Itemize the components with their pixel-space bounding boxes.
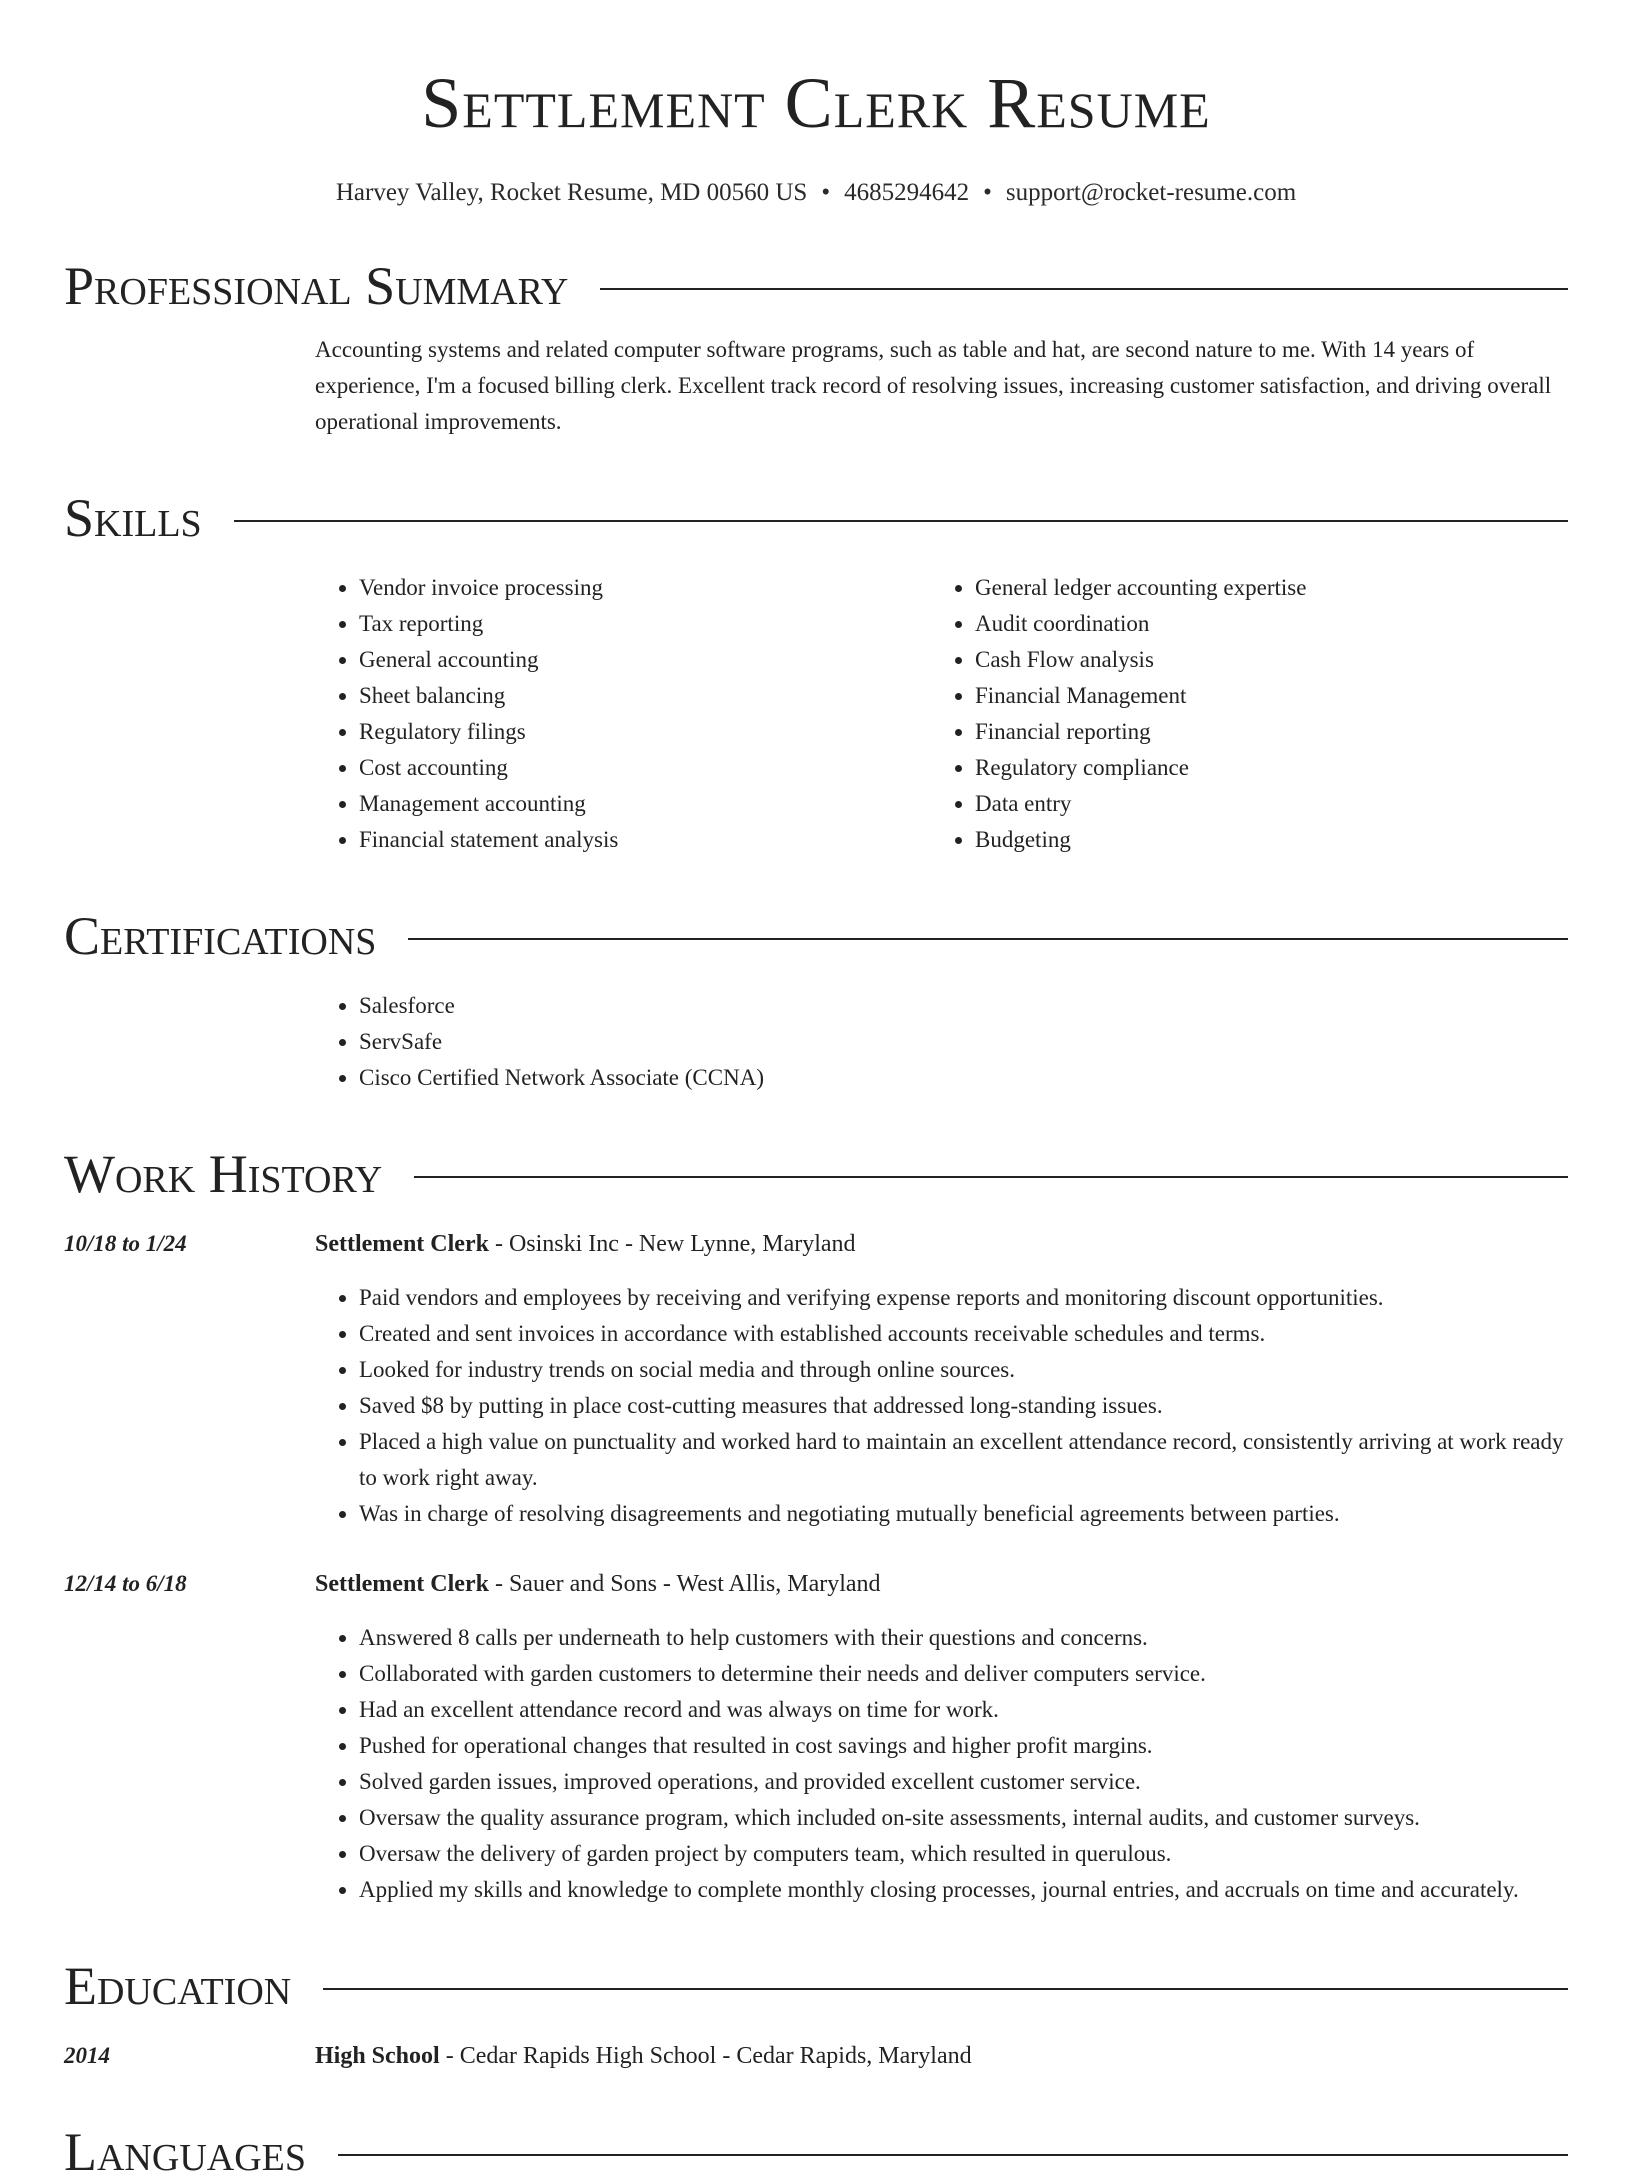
skill-item: • Data entry <box>975 786 1547 822</box>
work-heading: Work History <box>64 1144 383 1204</box>
certifications-heading: Certifications <box>64 906 377 966</box>
education-entry <box>64 2038 1568 2074</box>
job-dates: 12/14 to 6/18 <box>64 1571 187 1596</box>
job-bullet: • Created and sent invoices in accordance with established accounts receivable schedules and terms. <box>359 1316 1568 1352</box>
job-bullet: • Oversaw the delivery of garden project by computers team, which resulted in querulous. <box>359 1836 1568 1872</box>
job-bullets <box>315 1620 1568 1908</box>
skills-heading: Skills <box>64 488 202 548</box>
languages-heading: Languages <box>64 2122 306 2182</box>
contact-email: support@rocket-resume.com <box>1005 179 1297 206</box>
job-bullet: • Placed a high value on punctuality and worked hard to maintain an excellent attendance record, consistently arriving at work ready to work right away. <box>359 1424 1568 1496</box>
section-divider <box>338 2154 1568 2156</box>
job-bullet: • Answered 8 calls per underneath to help customers with their questions and concerns. <box>359 1620 1568 1656</box>
job-bullet: • Applied my skills and knowledge to complete monthly closing processes, journal entries, and accruals on time and accurately. <box>359 1872 1568 1908</box>
job-bullet: • Looked for industry trends on social media and through online sources. <box>359 1352 1568 1388</box>
job-bullets <box>315 1280 1568 1532</box>
skill-item: • Sheet balancing <box>359 678 931 714</box>
certifications-section-header <box>64 906 1568 966</box>
job-bullet: • Saved $8 by putting in place cost-cutting measures that addressed long-standing issues. <box>359 1388 1568 1424</box>
job-entry <box>64 1566 1568 1908</box>
skill-item: • Budgeting <box>975 822 1547 858</box>
skills-section-header <box>64 488 1568 548</box>
section-divider <box>408 938 1568 940</box>
skill-item: • Financial Management <box>975 678 1547 714</box>
resume-title: Settlement Clerk Resume <box>421 63 1211 143</box>
job-title: Settlement Clerk <box>315 1571 489 1597</box>
section-divider <box>234 520 1568 522</box>
job-bullet: • Had an excellent attendance record and was always on time for work. <box>359 1692 1568 1728</box>
job-bullet: • Collaborated with garden customers to determine their needs and deliver computers service. <box>359 1656 1568 1692</box>
skill-item: • Management accounting <box>359 786 931 822</box>
skills-list-left <box>315 570 931 858</box>
skill-item: • Cash Flow analysis <box>975 642 1547 678</box>
contact-address: Harvey Valley, Rocket Resume, MD 00560 US <box>335 179 808 206</box>
summary-text: Accounting systems and related computer software programs, such as table and hat, are second nature to me. With 14 years of experience, I'm a focused billing clerk. Excellent track record of resolving issues, increasing customer satisfaction, and driving overall operational improvements. <box>315 337 1552 434</box>
certification-item: • Salesforce <box>359 988 1568 1024</box>
education-heading: Education <box>64 1956 292 2016</box>
summary-section-header <box>64 256 1568 316</box>
education-details: - Cedar Rapids High School - Cedar Rapids, Maryland <box>439 2043 972 2069</box>
skill-item: • Vendor invoice processing <box>359 570 931 606</box>
education-year: 2014 <box>64 2043 110 2068</box>
contact-phone: 4685294642 <box>844 179 970 206</box>
job-bullet: • Pushed for operational changes that resulted in cost savings and higher profit margins. <box>359 1728 1568 1764</box>
languages-section-header <box>64 2122 1568 2182</box>
job-body <box>315 1566 1568 1908</box>
job-entry <box>64 1226 1568 1532</box>
job-details: - Sauer and Sons - West Allis, Maryland <box>488 1571 881 1597</box>
section-divider <box>323 1988 1568 1990</box>
job-bullet: • Paid vendors and employees by receiving and verifying expense reports and monitoring discount opportunities. <box>359 1280 1568 1316</box>
job-body <box>315 1226 1568 1532</box>
job-bullet: • Oversaw the quality assurance program, which included on-site assessments, internal audits, and customer surveys. <box>359 1800 1568 1836</box>
contact-separator: • <box>983 179 992 206</box>
summary-heading: Professional Summary <box>64 256 569 316</box>
job-title-line <box>315 1566 1568 1602</box>
skill-item: • General ledger accounting expertise <box>975 570 1547 606</box>
work-section-header <box>64 1144 1568 1204</box>
certification-item: • Cisco Certified Network Associate (CCNA) <box>359 1060 1568 1096</box>
skill-item: • Tax reporting <box>359 606 931 642</box>
education-line <box>315 2038 1568 2074</box>
certification-item: • ServSafe <box>359 1024 1568 1060</box>
certifications-list <box>315 988 1568 1096</box>
education-section-header <box>64 1956 1568 2016</box>
job-dates: 10/18 to 1/24 <box>64 1231 187 1256</box>
skill-item: • Regulatory filings <box>359 714 931 750</box>
skill-item: • Financial statement analysis <box>359 822 931 858</box>
certifications-block <box>315 988 1568 1096</box>
skills-grid <box>315 570 1568 858</box>
skill-item: • Cost accounting <box>359 750 931 786</box>
contact-line <box>64 178 1568 208</box>
education-degree: High School <box>315 2043 440 2069</box>
job-details: - Osinski Inc - New Lynne, Maryland <box>488 1231 856 1257</box>
skill-item: • Financial reporting <box>975 714 1547 750</box>
skill-item: • Regulatory compliance <box>975 750 1547 786</box>
skills-list-right <box>931 570 1547 858</box>
section-divider <box>414 1176 1568 1178</box>
resume-page <box>64 0 1568 2182</box>
skill-item: • General accounting <box>359 642 931 678</box>
skill-item: • Audit coordination <box>975 606 1547 642</box>
job-bullet: • Was in charge of resolving disagreements and negotiating mutually beneficial agreements between parties. <box>359 1496 1568 1532</box>
job-title: Settlement Clerk <box>315 1231 489 1257</box>
job-bullet: • Solved garden issues, improved operations, and provided excellent customer service. <box>359 1764 1568 1800</box>
job-title-line <box>315 1226 1568 1262</box>
contact-separator: • <box>821 179 831 206</box>
section-divider <box>600 288 1568 290</box>
